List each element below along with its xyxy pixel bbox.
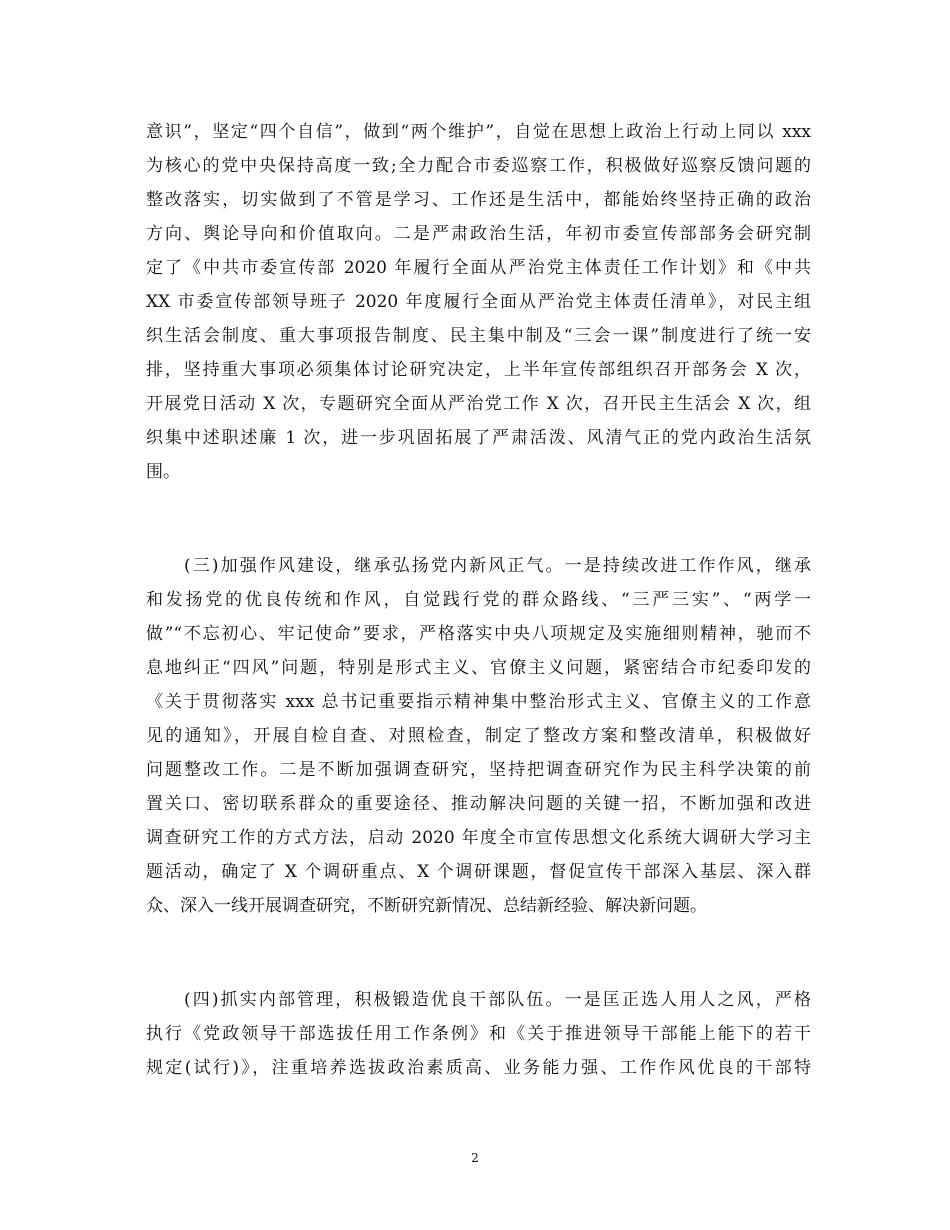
paragraph-line: XX 市委宣传部领导班子 2020 年度履行全面从严治党主体责任清单》，对民主组 bbox=[146, 292, 811, 312]
paragraph-line: 众、深入一线开展调查研究，不断研究新情况、总结新经验、解决新问题。 bbox=[146, 896, 707, 916]
paragraph-line: 做”“不忘初心、牢记使命”要求，严格落实中央八项规定及实施细则精神，驰而不 bbox=[146, 624, 811, 644]
paragraph-line: 和发扬党的优良传统和作风，自觉践行党的群众路线、“三严三实”、“两学一 bbox=[146, 590, 811, 610]
paragraph-line: (四)抓实内部管理，积极锻造优良干部队伍。一是匡正选人用人之风，严格 bbox=[184, 990, 811, 1010]
paragraph-line: (三)加强作风建设，继承弘扬党内新风正气。一是持续改进工作作风，继承 bbox=[184, 556, 811, 576]
page-number: 2 bbox=[471, 1151, 479, 1165]
paragraph-line: 排，坚持重大事项必须集体讨论研究决定，上半年宣传部组织召开部务会 X 次， bbox=[146, 360, 811, 380]
paragraph-line: 置关口、密切联系群众的重要途径、推动解决问题的关键一招，不断加强和改进 bbox=[146, 794, 811, 814]
paragraph-line: 织集中述职述廉 1 次，进一步巩固拓展了严肃活泼、风清气正的党内政治生活氛 bbox=[146, 428, 811, 448]
paragraph-line: 定了《中共市委宣传部 2020 年履行全面从严治党主体责任工作计划》和《中共 bbox=[146, 258, 811, 278]
paragraph-line: 开展党日活动 X 次，专题研究全面从严治党工作 X 次，召开民主生活会 X 次，组 bbox=[146, 394, 811, 414]
paragraph-line: 《关于贯彻落实 xxx 总书记重要指示精神集中整治形式主义、官僚主义的工作意 bbox=[146, 692, 811, 712]
paragraph-line: 方向、舆论导向和价值取向。二是严肃政治生活，年初市委宣传部部务会研究制 bbox=[146, 224, 811, 244]
paragraph-line: 执行《党政领导干部选拔任用工作条例》和《关于推进领导干部能上能下的若干 bbox=[146, 1024, 811, 1044]
paragraph-line: 意识”，坚定“四个自信”，做到“两个维护”，自觉在思想上政治上行动上同以 xxx bbox=[146, 122, 811, 142]
paragraph-line: 围。 bbox=[146, 462, 180, 482]
paragraph-line: 整改落实，切实做到了不管是学习、工作还是生活中，都能始终坚持正确的政治 bbox=[146, 190, 811, 210]
paragraph-line: 调查研究工作的方式方法，启动 2020 年度全市宣传思想文化系统大调研大学习主 bbox=[146, 828, 811, 848]
paragraph-line: 问题整改工作。二是不断加强调查研究，坚持把调查研究作为民主科学决策的前 bbox=[146, 760, 811, 780]
paragraph-line: 题活动，确定了 X 个调研重点、X 个调研课题，督促宣传干部深入基层、深入群 bbox=[146, 862, 811, 882]
paragraph-line: 为核心的党中央保持高度一致;全力配合市委巡察工作，积极做好巡察反馈问题的 bbox=[146, 156, 811, 176]
paragraph-line: 规定(试行)》，注重培养选拔政治素质高、业务能力强、工作作风优良的干部特 bbox=[146, 1058, 811, 1078]
paragraph-line: 织生活会制度、重大事项报告制度、民主集中制及“三会一课”制度进行了统一安 bbox=[146, 326, 811, 346]
paragraph-line: 见的通知》，开展自检自查、对照检查，制定了整改方案和整改清单，积极做好 bbox=[146, 726, 811, 746]
paragraph-line: 息地纠正“四风”问题，特别是形式主义、官僚主义问题，紧密结合市纪委印发的 bbox=[146, 658, 811, 678]
